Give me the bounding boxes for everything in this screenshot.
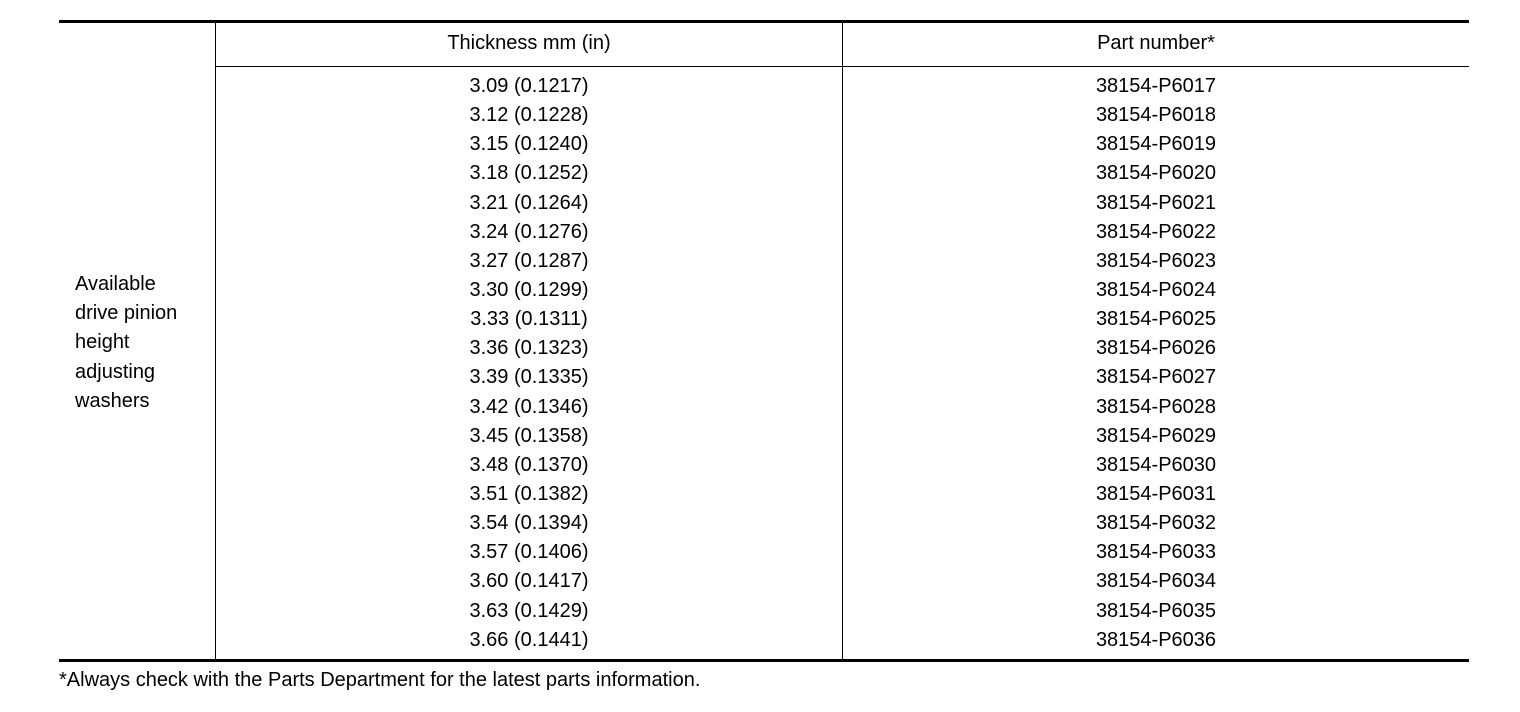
part-number-cell: 38154-P6028 (1095, 395, 1217, 418)
part-number-cell: 38154-P6021 (1095, 191, 1217, 214)
thickness-cell: 3.09 (0.1217) (469, 75, 589, 97)
part-number-cell: 38154-P6025 (1095, 308, 1217, 331)
table-header-row (216, 23, 1469, 67)
part-number-cell: 38154-P6017 (1095, 75, 1217, 97)
table-row (216, 626, 1469, 655)
table-row (216, 334, 1469, 363)
thickness-cell: 3.36 (0.1323) (469, 337, 589, 360)
table-row (216, 509, 1469, 538)
part-number-column-header: Part number* (842, 23, 1469, 66)
thickness-cell: 3.42 (0.1346) (469, 395, 589, 418)
part-number-cell: 38154-P6035 (1095, 599, 1217, 622)
footnote: *Always check with the Parts Department for the latest parts information. (59, 669, 701, 691)
part-number-cell: 38154-P6031 (1095, 482, 1217, 505)
table-row (216, 393, 1469, 422)
table-row (216, 538, 1469, 567)
part-number-cell: 38154-P6022 (1095, 220, 1217, 243)
table-row (216, 597, 1469, 626)
part-number-cell: 38154-P6030 (1095, 453, 1217, 476)
thickness-cell: 3.24 (0.1276) (469, 220, 589, 243)
part-number-cell: 38154-P6027 (1095, 366, 1217, 389)
thickness-cell: 3.63 (0.1429) (469, 599, 589, 622)
table-row (216, 567, 1469, 596)
thickness-cell: 3.57 (0.1406) (469, 541, 589, 564)
thickness-cell: 3.39 (0.1335) (469, 366, 589, 389)
thickness-cell: 3.60 (0.1417) (469, 570, 589, 593)
part-number-cell: 38154-P6020 (1095, 162, 1217, 185)
thickness-cell: 3.45 (0.1358) (469, 424, 589, 447)
thickness-cell: 3.27 (0.1287) (469, 249, 589, 272)
table-row (216, 305, 1469, 334)
washer-spec-table (59, 20, 1469, 662)
part-number-cell: 38154-P6018 (1095, 104, 1217, 127)
thickness-cell: 3.12 (0.1228) (469, 104, 589, 127)
table-body (216, 67, 1469, 662)
part-number-cell: 38154-P6032 (1095, 512, 1217, 535)
table-rows (216, 72, 1469, 655)
table-row (216, 422, 1469, 451)
row-label-cell (59, 23, 216, 659)
thickness-cell: 3.66 (0.1441) (469, 628, 589, 651)
table-row (216, 189, 1469, 218)
thickness-cell: 3.48 (0.1370) (469, 453, 589, 476)
table-row (216, 480, 1469, 509)
part-number-cell: 38154-P6019 (1095, 133, 1217, 156)
table-row (216, 130, 1469, 159)
table-row (216, 159, 1469, 188)
part-number-cell: 38154-P6033 (1095, 541, 1217, 564)
table-row (216, 276, 1469, 305)
part-number-cell: 38154-P6023 (1095, 249, 1217, 272)
table-row (216, 72, 1469, 101)
part-number-cell: 38154-P6024 (1095, 278, 1217, 301)
thickness-cell: 3.30 (0.1299) (469, 278, 589, 301)
table-row (216, 247, 1469, 276)
part-number-cell: 38154-P6029 (1095, 424, 1217, 447)
part-number-cell: 38154-P6034 (1095, 570, 1217, 593)
thickness-cell: 3.15 (0.1240) (469, 133, 589, 156)
thickness-cell: 3.18 (0.1252) (469, 162, 589, 185)
table-row (216, 363, 1469, 392)
part-number-cell: 38154-P6036 (1095, 628, 1217, 651)
part-number-cell: 38154-P6026 (1095, 337, 1217, 360)
thickness-cell: 3.33 (0.1311) (470, 308, 588, 331)
thickness-cell: 3.54 (0.1394) (469, 512, 589, 535)
table-row (216, 218, 1469, 247)
table-row (216, 451, 1469, 480)
row-label: Available drive pinion height adjusting washers (75, 273, 178, 412)
thickness-cell: 3.21 (0.1264) (469, 191, 589, 214)
thickness-cell: 3.51 (0.1382) (469, 482, 589, 505)
thickness-column-header: Thickness mm (in) (447, 32, 611, 54)
table-row (216, 101, 1469, 130)
